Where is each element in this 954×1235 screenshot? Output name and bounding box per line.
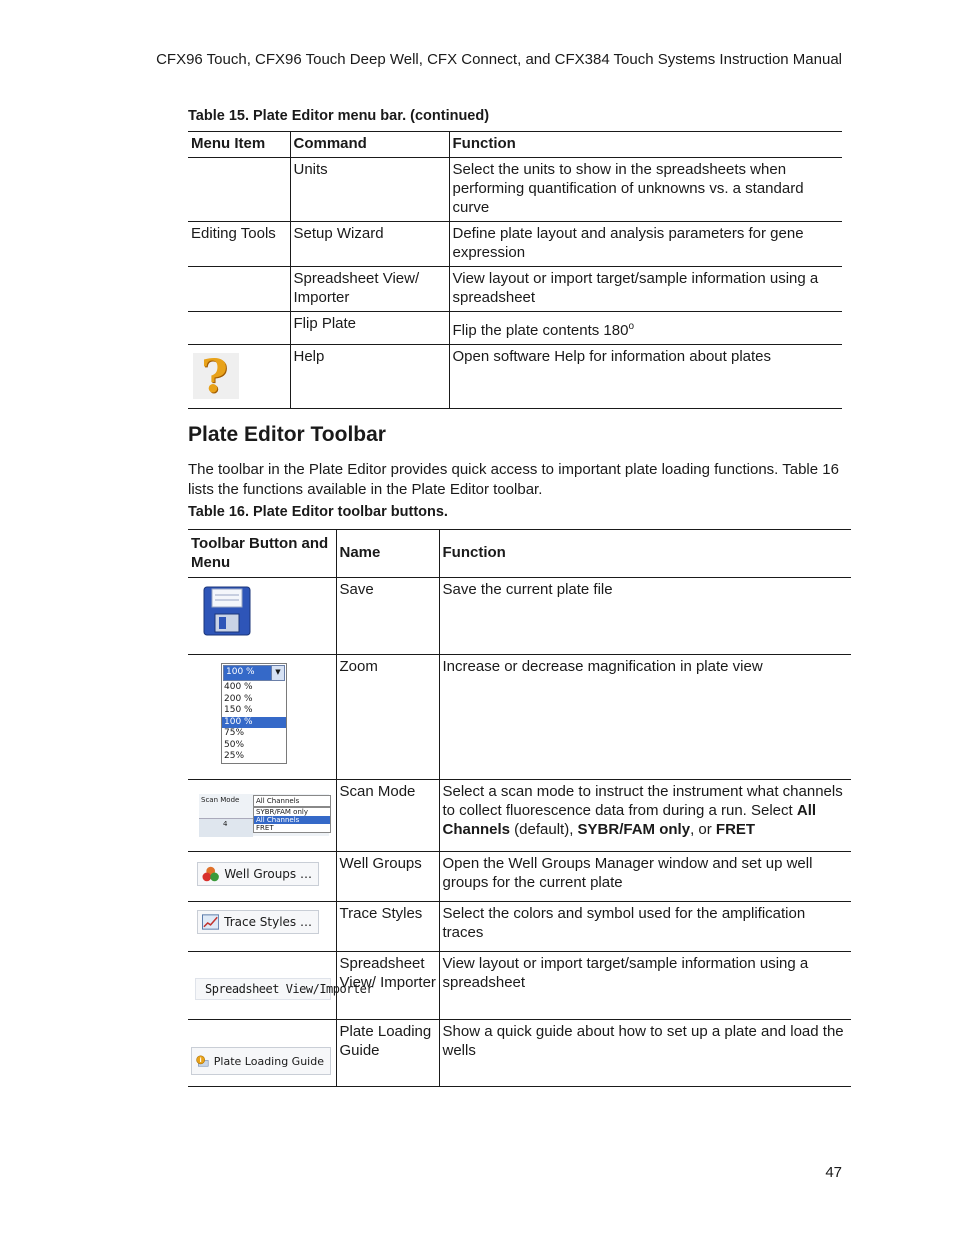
name-cell: Scan Mode bbox=[336, 780, 439, 852]
info-icon bbox=[196, 1051, 209, 1071]
function-cell bbox=[449, 312, 842, 345]
function-text: Select a scan mode to instruct the instrument what channels to collect fluorescence data from during a run. Select bbox=[442, 783, 843, 819]
toolbar-icon-cell bbox=[188, 780, 336, 852]
table-row bbox=[188, 345, 842, 409]
scan-mode-dropdown bbox=[199, 794, 329, 836]
zoom-option: 150 % bbox=[224, 705, 253, 715]
function-cell: View layout or import target/sample information using a spreadsheet bbox=[439, 952, 851, 1020]
column-header-toolbar-button: Toolbar Button and Menu bbox=[188, 530, 336, 578]
zoom-option: 400 % bbox=[224, 682, 253, 692]
function-cell: Define plate layout and analysis parameters for gene expression bbox=[449, 222, 842, 267]
toolbar-icon-cell bbox=[188, 952, 374, 1020]
zoom-option: 200 % bbox=[224, 693, 253, 704]
function-cell: Show a quick guide about how to set up a plate and load the wells bbox=[439, 1020, 851, 1087]
help-icon: ? bbox=[193, 353, 239, 399]
function-cell: Open software Help for information about plates bbox=[449, 345, 842, 409]
degree-superscript: o bbox=[628, 321, 635, 332]
name-cell: Spreadsheet View/ Importer bbox=[336, 952, 439, 1020]
name-cell: Well Groups bbox=[336, 852, 439, 902]
toolbar-icon-cell bbox=[188, 655, 336, 780]
menu-item-cell bbox=[188, 158, 290, 222]
function-text: Flip the plate contents 180 bbox=[452, 322, 629, 339]
function-cell: View layout or import target/sample information using a spreadsheet bbox=[449, 267, 842, 312]
zoom-select bbox=[223, 665, 285, 681]
toolbar-icon-cell bbox=[188, 1020, 336, 1087]
option-sybr-fam-only: SYBR/FAM only bbox=[577, 821, 691, 838]
grid-cell-label: 4 bbox=[223, 820, 228, 828]
zoom-option-selected: 100 % bbox=[222, 717, 286, 729]
table-row bbox=[188, 655, 851, 780]
toolbar-icon-cell bbox=[188, 902, 336, 952]
scan-mode-option: SYBR/FAM only bbox=[256, 808, 308, 816]
menu-item-cell bbox=[188, 312, 290, 345]
column-header-name: Name bbox=[336, 530, 439, 578]
name-cell: Trace Styles bbox=[336, 902, 439, 952]
command-cell: Units bbox=[290, 158, 449, 222]
column-header-command: Command bbox=[290, 132, 449, 158]
table-header-row bbox=[188, 132, 842, 158]
command-cell: Help bbox=[290, 345, 449, 409]
scan-mode-option: FRET bbox=[256, 824, 274, 832]
trace-styles-button bbox=[197, 910, 319, 934]
table-row bbox=[188, 1020, 851, 1087]
toolbar-icon-cell bbox=[188, 578, 336, 655]
function-cell bbox=[439, 780, 851, 852]
table-row bbox=[188, 780, 851, 852]
table-15 bbox=[188, 131, 842, 409]
table-16-caption: Table 16. Plate Editor toolbar buttons. bbox=[188, 504, 448, 520]
table-row bbox=[188, 312, 842, 345]
command-cell: Setup Wizard bbox=[290, 222, 449, 267]
page-number: 47 bbox=[825, 1164, 842, 1181]
table-row bbox=[188, 852, 851, 902]
svg-text:i: i bbox=[199, 1058, 202, 1065]
zoom-option: 25% bbox=[224, 751, 245, 761]
function-cell: Select the colors and symbol used for the amplification traces bbox=[439, 902, 851, 952]
function-text: (default), bbox=[510, 821, 578, 838]
scan-mode-value: All Channels bbox=[253, 795, 331, 807]
name-cell: Plate Loading Guide bbox=[336, 1020, 439, 1087]
zoom-dropdown bbox=[221, 663, 287, 764]
scan-mode-option-selected: All Channels bbox=[254, 816, 330, 824]
column-header-menu-item: Menu Item bbox=[188, 132, 290, 158]
option-all-channels: All Channels bbox=[442, 802, 817, 838]
table-row bbox=[188, 952, 851, 1020]
well-groups-icon bbox=[202, 866, 219, 882]
function-text: , or bbox=[690, 821, 716, 838]
spreadsheet-view-importer-button bbox=[195, 978, 374, 1000]
toolbar-icon-cell bbox=[188, 852, 336, 902]
zoom-option: 75% bbox=[224, 728, 245, 738]
zoom-option: 50% bbox=[224, 739, 245, 750]
button-label: Well Groups … bbox=[224, 867, 312, 881]
save-icon bbox=[203, 586, 251, 636]
table-row bbox=[188, 578, 851, 655]
plate-grid-preview bbox=[199, 818, 253, 837]
button-label: Trace Styles … bbox=[224, 915, 312, 929]
section-title: Plate Editor Toolbar bbox=[188, 423, 386, 446]
option-fret: FRET bbox=[715, 821, 756, 838]
button-label: Plate Loading Guide bbox=[213, 1054, 324, 1068]
table-row bbox=[188, 267, 842, 312]
command-cell: Spreadsheet View/ Importer bbox=[290, 267, 449, 312]
column-header-function: Function bbox=[439, 530, 851, 578]
table-row bbox=[188, 222, 842, 267]
function-cell: Select the units to show in the spreadsheets when performing quantification of unknowns vs. a standard curve bbox=[449, 158, 842, 222]
column-header-function: Function bbox=[449, 132, 842, 158]
menu-item-cell bbox=[188, 267, 290, 312]
function-cell: Increase or decrease magnification in plate view bbox=[439, 655, 851, 780]
function-cell: Open the Well Groups Manager window and set up well groups for the current plate bbox=[439, 852, 851, 902]
table-row bbox=[188, 902, 851, 952]
scan-mode-options bbox=[253, 807, 331, 833]
scan-mode-label: Scan Mode bbox=[201, 796, 240, 804]
table-header-row bbox=[188, 530, 851, 578]
menu-item-cell: Editing Tools bbox=[188, 222, 290, 267]
table-16 bbox=[188, 529, 851, 1087]
well-groups-button bbox=[197, 862, 319, 886]
trace-styles-icon bbox=[202, 914, 219, 930]
button-label: Spreadsheet View/Importer bbox=[205, 982, 374, 996]
table-15-caption: Table 15. Plate Editor menu bar. (continued) bbox=[188, 108, 490, 124]
name-cell: Save bbox=[336, 578, 439, 655]
zoom-value: 100 % bbox=[224, 666, 271, 680]
function-cell: Save the current plate file bbox=[439, 578, 851, 655]
section-paragraph: The toolbar in the Plate Editor provides quick access to important plate loading functions. Table 16 lists the functions available in the Plate Editor toolbar. bbox=[188, 461, 839, 498]
command-cell: Flip Plate bbox=[290, 312, 449, 345]
running-header: CFX96 Touch, CFX96 Touch Deep Well, CFX Connect, and CFX384 Touch Systems Instruction Manual bbox=[156, 51, 842, 68]
table-row bbox=[188, 158, 842, 222]
plate-loading-guide-button bbox=[191, 1047, 331, 1075]
menu-item-cell bbox=[188, 345, 290, 409]
chevron-down-icon: ▼ bbox=[271, 666, 284, 680]
name-cell: Zoom bbox=[336, 655, 439, 780]
